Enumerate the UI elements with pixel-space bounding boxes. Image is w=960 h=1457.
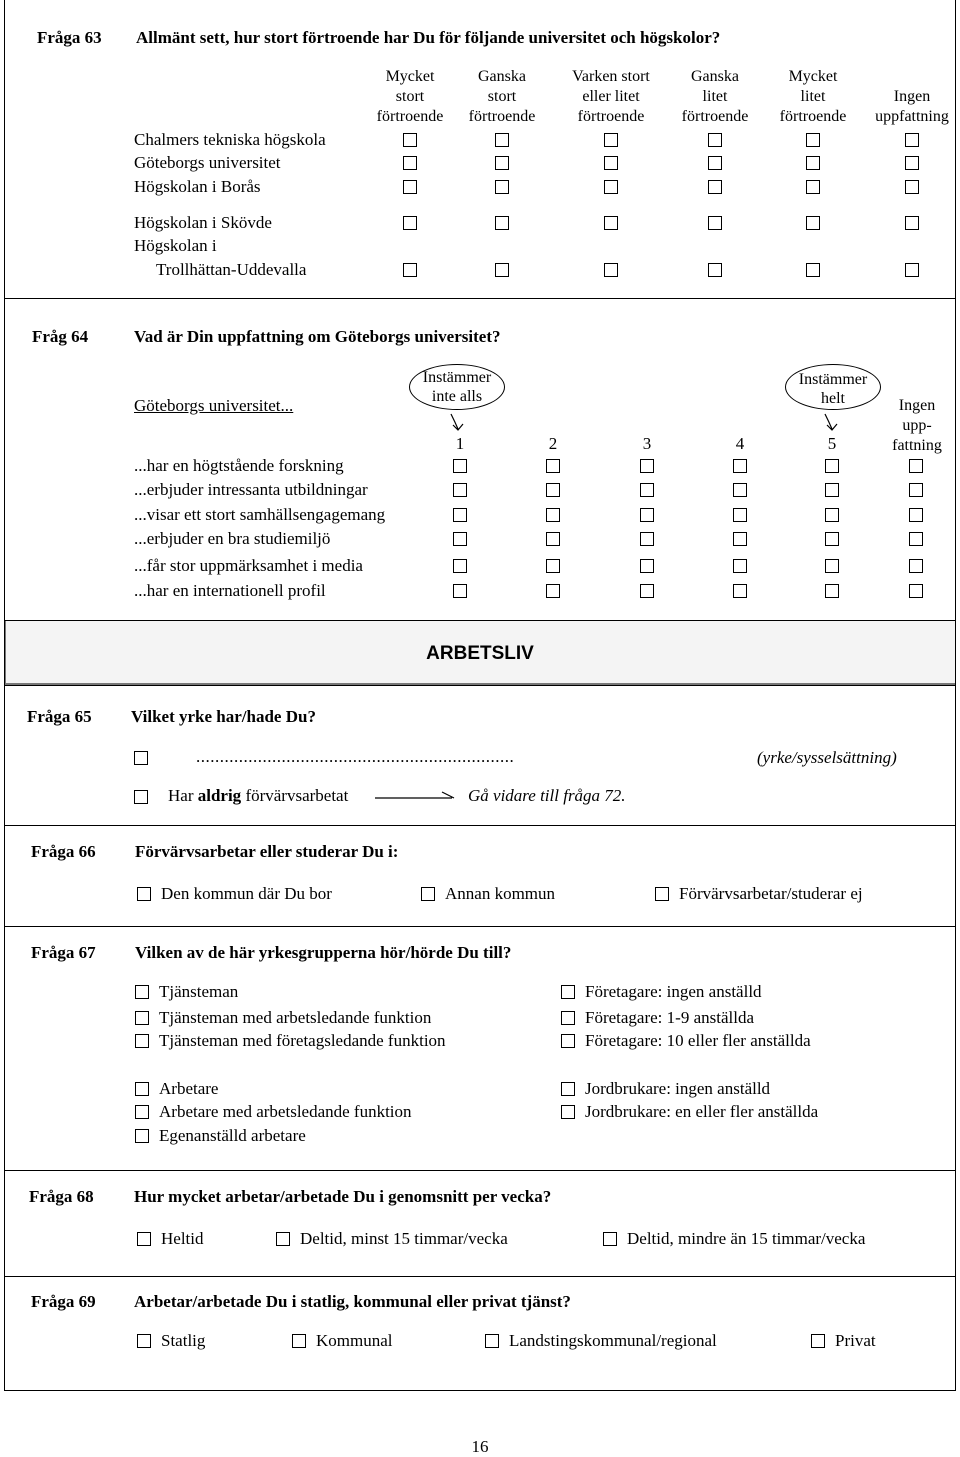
q64-rating-checkbox[interactable] bbox=[733, 584, 747, 598]
column-header-line: Mycket bbox=[385, 68, 435, 85]
q68-option[interactable] bbox=[603, 1229, 865, 1249]
q63-rating-checkbox[interactable] bbox=[905, 156, 919, 170]
anchor-agree-line2: helt bbox=[821, 390, 845, 407]
q65-occupation-checkbox[interactable] bbox=[134, 751, 148, 765]
divider bbox=[4, 1276, 956, 1277]
column-header-line: Ganska bbox=[691, 68, 739, 85]
checkbox[interactable] bbox=[561, 1034, 575, 1048]
q64-rating-checkbox[interactable] bbox=[640, 584, 654, 598]
option-label: Statlig bbox=[161, 1331, 206, 1350]
q63-row-label: Högskolan i bbox=[134, 236, 217, 255]
q64-rating-checkbox[interactable] bbox=[546, 508, 560, 522]
never-prefix: Har bbox=[168, 786, 198, 805]
q67-number: Fråga 67 bbox=[31, 943, 96, 962]
q69-option[interactable] bbox=[137, 1331, 205, 1351]
q64-question: Vad är Din uppfattning om Göteborgs universitet? bbox=[134, 327, 501, 346]
anchor-agree-bubble bbox=[785, 364, 881, 410]
column-header-line: förtroende bbox=[681, 108, 749, 125]
q63-rating-checkbox[interactable] bbox=[403, 180, 417, 194]
checkbox[interactable] bbox=[276, 1232, 290, 1246]
q63-rating-checkbox[interactable] bbox=[604, 156, 618, 170]
checkbox[interactable] bbox=[561, 985, 575, 999]
never-bold: aldrig bbox=[197, 786, 242, 805]
q64-intro: Göteborgs universitet... bbox=[134, 396, 294, 415]
q63-rating-checkbox[interactable] bbox=[905, 133, 919, 147]
anchor-disagree-line2: inte alls bbox=[431, 388, 483, 405]
q64-rating-checkbox[interactable] bbox=[453, 584, 467, 598]
checkbox[interactable] bbox=[421, 887, 435, 901]
checkbox[interactable] bbox=[135, 1105, 149, 1119]
checkbox[interactable] bbox=[135, 1011, 149, 1025]
q64-rating-checkbox[interactable] bbox=[909, 532, 923, 546]
q68-option[interactable] bbox=[276, 1229, 508, 1249]
column-header-line: Ganska bbox=[478, 68, 526, 85]
anchor-agree-line1: Instämmer bbox=[798, 371, 868, 388]
option-label: Deltid, mindre än 15 timmar/vecka bbox=[627, 1229, 866, 1248]
q64-rating-checkbox[interactable] bbox=[733, 508, 747, 522]
column-header-line: Varken stort bbox=[572, 68, 650, 85]
arrow-right-icon bbox=[374, 790, 456, 804]
q64-rating-checkbox[interactable] bbox=[909, 459, 923, 473]
column-header-line: Mycket bbox=[788, 68, 838, 85]
q63-column-header bbox=[447, 67, 557, 127]
arrow-down-icon bbox=[820, 412, 844, 434]
checkbox[interactable] bbox=[603, 1232, 617, 1246]
q64-row-label: ...visar ett stort samhällsengagemang bbox=[134, 505, 386, 524]
q64-rating-checkbox[interactable] bbox=[453, 508, 467, 522]
q65-never-label bbox=[168, 786, 348, 806]
q63-rating-checkbox[interactable] bbox=[604, 133, 618, 147]
option-label: Företagare: 10 eller fler anställda bbox=[585, 1031, 811, 1050]
q64-rating-checkbox[interactable] bbox=[453, 532, 467, 546]
q63-rating-checkbox[interactable] bbox=[604, 216, 618, 230]
q65-number: Fråga 65 bbox=[27, 707, 92, 726]
q66-question: Förvärvsarbetar eller studerar Du i: bbox=[135, 842, 399, 861]
option-label: Arbetare med arbetsledande funktion bbox=[159, 1102, 412, 1121]
column-header-line: stort bbox=[487, 88, 517, 105]
q64-rating-checkbox[interactable] bbox=[546, 559, 560, 573]
q69-option[interactable] bbox=[485, 1331, 717, 1351]
q64-rating-checkbox[interactable] bbox=[733, 483, 747, 497]
anchor-disagree-line1: Instämmer bbox=[422, 369, 492, 386]
q64-rating-checkbox[interactable] bbox=[546, 532, 560, 546]
anchor-disagree-bubble bbox=[409, 364, 505, 410]
q63-rating-checkbox[interactable] bbox=[495, 216, 509, 230]
option-label: Arbetare bbox=[159, 1079, 219, 1098]
option-label: Tjänsteman bbox=[159, 982, 239, 1001]
page-number: 16 bbox=[471, 1437, 489, 1456]
q63-question: Allmänt sett, hur stort förtroende har Du för följande universitet och högskolor? bbox=[136, 28, 721, 47]
q63-number: Fråga 63 bbox=[37, 28, 102, 47]
checkbox[interactable] bbox=[135, 1129, 149, 1143]
q64-rating-checkbox[interactable] bbox=[825, 584, 839, 598]
q64-rating-checkbox[interactable] bbox=[909, 483, 923, 497]
column-header-line bbox=[857, 67, 960, 87]
q69-question: Arbetar/arbetade Du i statlig, kommunal eller privat tjänst? bbox=[134, 1292, 571, 1311]
q67-option[interactable] bbox=[561, 1102, 818, 1122]
q64-rating-checkbox[interactable] bbox=[640, 532, 654, 546]
q64-row-label: ...erbjuder intressanta utbildningar bbox=[134, 480, 368, 499]
option-label: Privat bbox=[835, 1331, 876, 1350]
q63-rating-checkbox[interactable] bbox=[806, 133, 820, 147]
q65-question: Vilket yrke har/hade Du? bbox=[131, 707, 316, 726]
q63-rating-checkbox[interactable] bbox=[708, 263, 722, 277]
option-label: Den kommun där Du bor bbox=[161, 884, 332, 903]
arrow-down-icon bbox=[446, 412, 470, 434]
q67-option[interactable] bbox=[135, 1102, 412, 1122]
option-label: Tjänsteman med företagsledande funktion bbox=[159, 1031, 446, 1050]
q63-rating-checkbox[interactable] bbox=[708, 180, 722, 194]
option-label: Företagare: 1-9 anställda bbox=[585, 1008, 754, 1027]
column-header-line: förtroende bbox=[376, 108, 444, 125]
q64-rating-checkbox[interactable] bbox=[825, 532, 839, 546]
q64-rating-checkbox[interactable] bbox=[640, 483, 654, 497]
q63-rating-checkbox[interactable] bbox=[806, 216, 820, 230]
q64-row-label: ...erbjuder en bra studiemiljö bbox=[134, 529, 331, 548]
checkbox[interactable] bbox=[135, 1082, 149, 1096]
q64-number: Fråg 64 bbox=[32, 327, 89, 346]
q64-rating-checkbox[interactable] bbox=[733, 559, 747, 573]
q64-rating-checkbox[interactable] bbox=[453, 483, 467, 497]
q63-rating-checkbox[interactable] bbox=[403, 156, 417, 170]
section-title: ARBETSLIV bbox=[426, 643, 534, 664]
column-header-line: förtroende bbox=[779, 108, 847, 125]
scale-number: 2 bbox=[548, 434, 558, 453]
option-label: Förvärvsarbetar/studerar ej bbox=[679, 884, 863, 903]
q63-rating-checkbox[interactable] bbox=[495, 156, 509, 170]
q65-goto: Gå vidare till fråga 72. bbox=[468, 786, 626, 805]
divider bbox=[4, 1170, 956, 1171]
scale-number: 3 bbox=[642, 434, 652, 453]
q67-option[interactable] bbox=[561, 1079, 770, 1099]
q64-rating-checkbox[interactable] bbox=[825, 483, 839, 497]
q63-column-header bbox=[857, 67, 960, 127]
ingen-line2: upp- bbox=[902, 417, 932, 434]
q67-option[interactable] bbox=[135, 982, 238, 1002]
page-border-bottom bbox=[4, 1390, 956, 1391]
option-label: Tjänsteman med arbetsledande funktion bbox=[159, 1008, 432, 1027]
checkbox[interactable] bbox=[561, 1105, 575, 1119]
q63-row-label: Chalmers tekniska högskola bbox=[134, 130, 326, 149]
checkbox[interactable] bbox=[655, 887, 669, 901]
ingen-line1: Ingen bbox=[898, 397, 936, 414]
q64-rating-checkbox[interactable] bbox=[546, 483, 560, 497]
column-header-line: eller litet bbox=[582, 88, 640, 105]
checkbox[interactable] bbox=[561, 1011, 575, 1025]
checkbox[interactable] bbox=[137, 1334, 151, 1348]
column-header-line: uppfattning bbox=[875, 108, 949, 125]
column-header-line: Ingen bbox=[893, 88, 931, 105]
q64-rating-checkbox[interactable] bbox=[733, 532, 747, 546]
scale-number: 1 bbox=[455, 434, 465, 453]
never-suffix: förvärvsarbetat bbox=[241, 786, 349, 805]
page-border-right bbox=[955, 0, 956, 1390]
q64-rating-checkbox[interactable] bbox=[909, 584, 923, 598]
q68-question: Hur mycket arbetar/arbetade Du i genomsnitt per vecka? bbox=[134, 1187, 552, 1206]
q63-rating-checkbox[interactable] bbox=[708, 216, 722, 230]
option-label: Landstingskommunal/regional bbox=[509, 1331, 717, 1350]
q66-option[interactable] bbox=[655, 884, 863, 904]
divider bbox=[4, 825, 956, 826]
q64-row-label: ...får stor uppmärksamhet i media bbox=[134, 556, 363, 575]
q63-rating-checkbox[interactable] bbox=[708, 156, 722, 170]
divider bbox=[4, 926, 956, 927]
option-label: Heltid bbox=[161, 1229, 204, 1248]
column-header-line: förtroende bbox=[468, 108, 536, 125]
q63-rating-checkbox[interactable] bbox=[495, 133, 509, 147]
q64-ingen-header bbox=[877, 396, 957, 456]
q63-column-header bbox=[660, 67, 770, 127]
q63-rating-checkbox[interactable] bbox=[495, 180, 509, 194]
column-header-line: litet bbox=[800, 88, 826, 105]
q69-option[interactable] bbox=[292, 1331, 393, 1351]
q67-question: Vilken av de här yrkesgrupperna hör/hörde Du till? bbox=[135, 943, 512, 962]
q67-option[interactable] bbox=[135, 1126, 306, 1146]
q63-rating-checkbox[interactable] bbox=[708, 133, 722, 147]
q64-rating-checkbox[interactable] bbox=[909, 508, 923, 522]
q63-rating-checkbox[interactable] bbox=[403, 263, 417, 277]
q68-option[interactable] bbox=[137, 1229, 204, 1249]
q66-option[interactable] bbox=[421, 884, 555, 904]
q63-row-label: Högskolan i Skövde bbox=[134, 213, 272, 232]
checkbox[interactable] bbox=[811, 1334, 825, 1348]
scale-number: 4 bbox=[735, 434, 745, 453]
q64-rating-checkbox[interactable] bbox=[825, 508, 839, 522]
q63-column-header bbox=[556, 67, 666, 127]
option-label: Företagare: ingen anställd bbox=[585, 982, 762, 1001]
option-label: Jordbrukare: en eller fler anställda bbox=[585, 1102, 819, 1121]
q68-number: Fråga 68 bbox=[29, 1187, 94, 1206]
q64-rating-checkbox[interactable] bbox=[733, 459, 747, 473]
q67-option[interactable] bbox=[135, 1079, 218, 1099]
q67-option[interactable] bbox=[135, 1008, 431, 1028]
q64-rating-checkbox[interactable] bbox=[909, 559, 923, 573]
option-label: Kommunal bbox=[316, 1331, 393, 1350]
q63-rating-checkbox[interactable] bbox=[905, 216, 919, 230]
q64-rating-checkbox[interactable] bbox=[453, 559, 467, 573]
column-header-line: litet bbox=[702, 88, 728, 105]
checkbox[interactable] bbox=[292, 1334, 306, 1348]
q63-rating-checkbox[interactable] bbox=[604, 263, 618, 277]
scale-number: 5 bbox=[827, 434, 837, 453]
q64-rating-checkbox[interactable] bbox=[640, 459, 654, 473]
q63-row-label: Trollhättan-Uddevalla bbox=[156, 260, 307, 279]
q63-row-label: Göteborgs universitet bbox=[134, 153, 281, 172]
q63-rating-checkbox[interactable] bbox=[806, 180, 820, 194]
q67-option[interactable] bbox=[561, 982, 762, 1002]
q65-occupation-line[interactable]: ................................................................... bbox=[196, 747, 515, 766]
q64-row-label: ...har en internationell profil bbox=[134, 581, 326, 600]
q63-column-header bbox=[758, 67, 868, 127]
option-label: Annan kommun bbox=[445, 884, 556, 903]
q64-rating-checkbox[interactable] bbox=[825, 459, 839, 473]
option-label: Deltid, minst 15 timmar/vecka bbox=[300, 1229, 508, 1248]
ingen-line3: fattning bbox=[892, 437, 942, 454]
q67-option[interactable] bbox=[135, 1031, 446, 1051]
q63-rating-checkbox[interactable] bbox=[403, 216, 417, 230]
q67-option[interactable] bbox=[561, 1008, 754, 1028]
q66-option[interactable] bbox=[137, 884, 332, 904]
q63-row-label: Högskolan i Borås bbox=[134, 177, 261, 196]
q64-rating-checkbox[interactable] bbox=[453, 459, 467, 473]
q64-rating-checkbox[interactable] bbox=[640, 559, 654, 573]
column-header-line: stort bbox=[395, 88, 425, 105]
option-label: Jordbrukare: ingen anställd bbox=[585, 1079, 771, 1098]
q63-rating-checkbox[interactable] bbox=[905, 180, 919, 194]
q69-option[interactable] bbox=[811, 1331, 876, 1351]
q63-rating-checkbox[interactable] bbox=[905, 263, 919, 277]
q63-rating-checkbox[interactable] bbox=[495, 263, 509, 277]
q64-rating-checkbox[interactable] bbox=[546, 459, 560, 473]
page-border-left bbox=[4, 0, 5, 1390]
q63-rating-checkbox[interactable] bbox=[403, 133, 417, 147]
q64-rating-checkbox[interactable] bbox=[640, 508, 654, 522]
checkbox[interactable] bbox=[137, 1232, 151, 1246]
checkbox[interactable] bbox=[561, 1082, 575, 1096]
q64-row-label: ...har en högtstående forskning bbox=[134, 456, 344, 475]
checkbox[interactable] bbox=[485, 1334, 499, 1348]
q63-rating-checkbox[interactable] bbox=[806, 263, 820, 277]
checkbox[interactable] bbox=[135, 985, 149, 999]
option-label: Egenanställd arbetare bbox=[159, 1126, 306, 1145]
q65-never-checkbox[interactable] bbox=[134, 790, 148, 804]
divider bbox=[4, 298, 956, 299]
q64-rating-checkbox[interactable] bbox=[546, 584, 560, 598]
q69-number: Fråga 69 bbox=[31, 1292, 96, 1311]
q66-number: Fråga 66 bbox=[31, 842, 96, 861]
q63-rating-checkbox[interactable] bbox=[806, 156, 820, 170]
q63-rating-checkbox[interactable] bbox=[604, 180, 618, 194]
q65-yrke-label: (yrke/sysselsättning) bbox=[757, 748, 897, 767]
checkbox[interactable] bbox=[135, 1034, 149, 1048]
column-header-line: förtroende bbox=[577, 108, 645, 125]
q67-option[interactable] bbox=[561, 1031, 811, 1051]
q64-rating-checkbox[interactable] bbox=[825, 559, 839, 573]
checkbox[interactable] bbox=[137, 887, 151, 901]
